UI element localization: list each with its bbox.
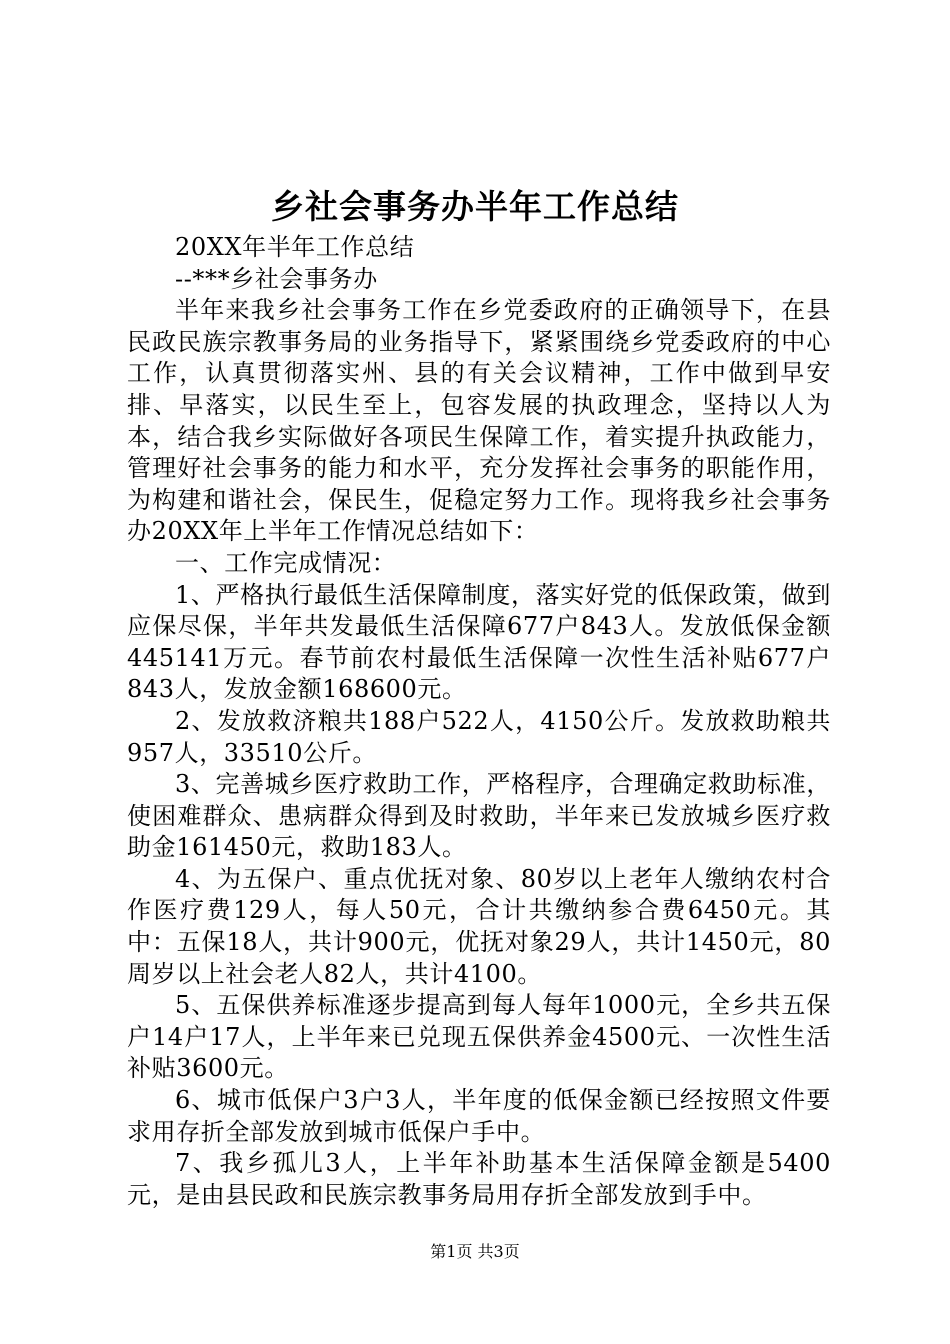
author-line: --***乡社会事务办: [175, 264, 378, 293]
item-paragraph-5: 5、五保供养标准逐步提高到每人每年1000元，全乡共五保户14户17人，上半年来已兑现五保供养金4500元、一次性生活补贴3600元。: [127, 991, 831, 1083]
intro-paragraph: 半年来我乡社会事务工作在乡党委政府的正确领导下，在县民政民族宗教事务局的业务指导下，紧紧围绕乡党委政府的中心工作，认真贯彻落实州、县的有关会议精神，工作中做到早安排、早落实，以民生至上，包容发展的执政理念，坚持以人为本，结合我乡实际做好各项民生保障工作，着实提升执政能力，管理好社会事务的能力和水平，充分发挥社会事务的职能作用，为构建和谐社会，保民生，促稳定努力工作。现将我乡社会事务办20XX年上半年工作情况总结如下：: [127, 296, 831, 546]
section-heading: 一、工作完成情况：: [175, 548, 397, 577]
item-paragraph-6: 6、城市低保户3户3人，半年度的低保金额已经按照文件要求用存折全部发放到城市低保户手中。: [127, 1086, 831, 1146]
item-paragraph-4: 4、为五保户、重点优抚对象、80岁以上老年人缴纳农村合作医疗费129人，每人50元，合计共缴纳参合费6450元。其中：五保18人，共计900元，优抚对象29人，共计1450元，80周岁以上社会老人82人，共计4100。: [127, 864, 831, 988]
page-number-footer: 第1页 共3页: [430, 1242, 520, 1261]
item-paragraph-2: 2、发放救济粮共188户522人，4150公斤。发放救助粮共957人，33510公斤。: [127, 706, 831, 767]
document-title: 乡社会事务办半年工作总结: [271, 187, 679, 226]
subtitle-line: 20XX年半年工作总结: [175, 233, 415, 261]
item-paragraph-3: 3、完善城乡医疗救助工作，严格程序，合理确定救助标准，使困难群众、患病群众得到及时救助，半年来已发放城乡医疗救助金161450元，救助183人。: [127, 770, 831, 862]
item-paragraph-1: 1、严格执行最低生活保障制度，落实好党的低保政策，做到应保尽保，半年共发最低生活保障677户843人。发放低保金额445141万元。春节前农村最低生活保障一次性生活补贴677户843人，发放金额168600元。: [127, 580, 831, 704]
item-paragraph-7: 7、我乡孤儿3人，上半年补助基本生活保障金额是5400元，是由县民政和民族宗教事务局用存折全部发放到手中。: [127, 1149, 831, 1209]
document-body: [127, 232, 831, 1211]
